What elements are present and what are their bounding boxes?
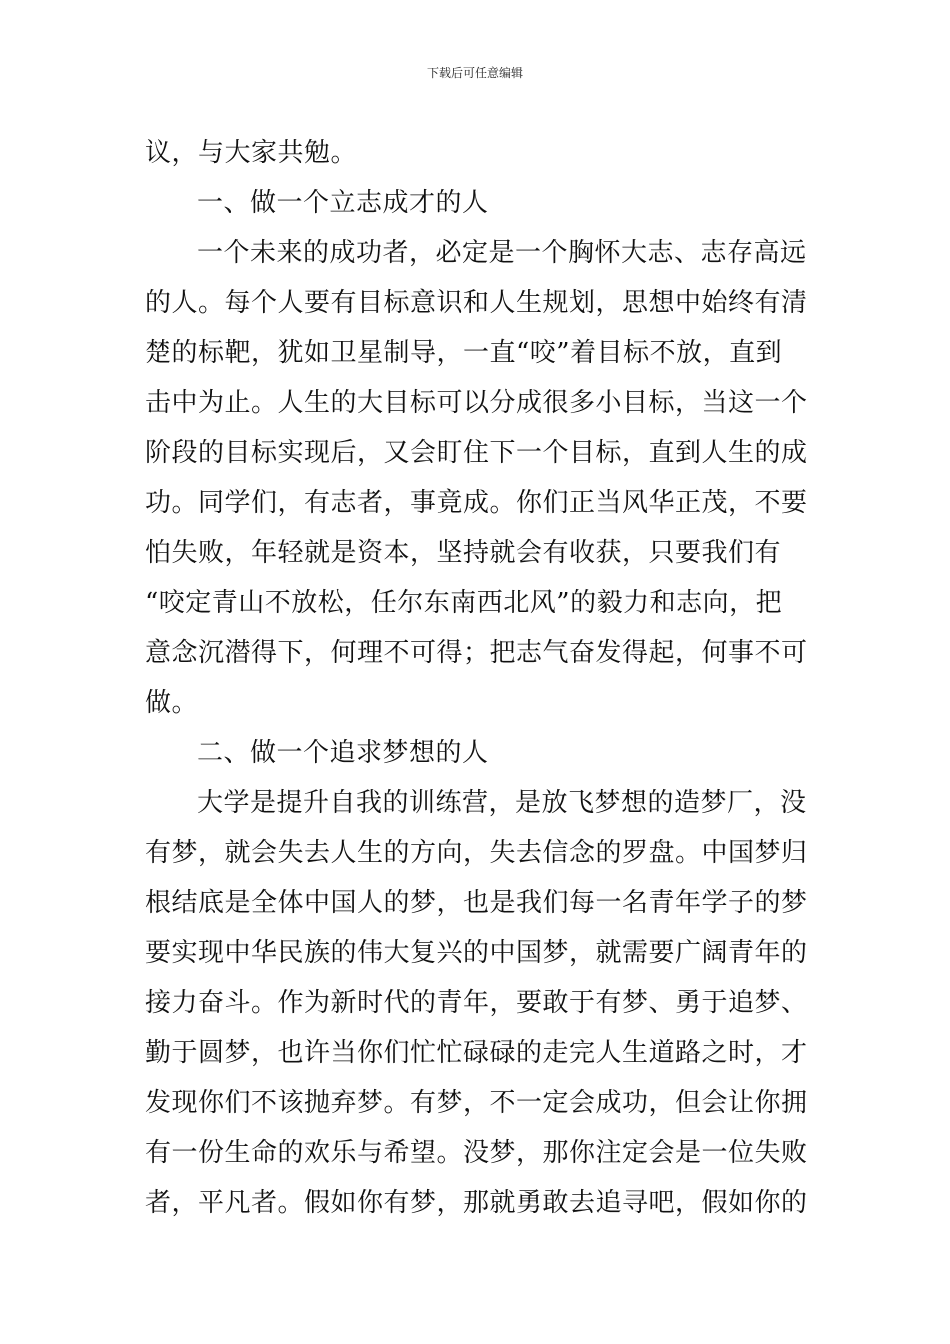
section-heading: 一、做一个立志成才的人 — [197, 188, 489, 218]
paragraph-first-line: 一个未来的成功者，必定是一个胸怀大志、志存高远 — [197, 238, 807, 268]
text-line: “咬定青山不放松，任尔东南西北风”的毅力和志向，把 — [145, 588, 783, 618]
text-line: 议，与大家共勉。 — [145, 138, 358, 168]
text-line: 怕失败，年轻就是资本，坚持就会有收获，只要我们有 — [145, 538, 782, 568]
section-heading: 二、做一个追求梦想的人 — [197, 738, 489, 768]
document-body — [145, 128, 811, 1228]
text-line: 要实现中华民族的伟大复兴的中国梦，就需要广阔青年的 — [145, 938, 808, 968]
text-line: 有梦，就会失去人生的方向，失去信念的罗盘。中国梦归 — [145, 838, 808, 868]
page-header: 下载后可任意编辑 — [426, 66, 523, 80]
text-line: 者，平凡者。假如你有梦，那就勇敢去追寻吧，假如你的 — [145, 1188, 808, 1218]
text-line: 勤于圆梦，也许当你们忙忙碌碌的走完人生道路之时，才 — [145, 1038, 808, 1068]
text-line: 的人。每个人要有目标意识和人生规划，思想中始终有清 — [145, 288, 808, 318]
text-line: 楚的标靶，犹如卫星制导，一直“咬”着目标不放，直到 — [145, 338, 783, 368]
text-line: 根结底是全体中国人的梦，也是我们每一名青年学子的梦 — [145, 888, 808, 918]
text-line: 有一份生命的欢乐与希望。没梦，那你注定会是一位失败 — [145, 1138, 808, 1168]
paragraph-first-line: 大学是提升自我的训练营，是放飞梦想的造梦厂，没 — [197, 788, 807, 818]
text-line: 意念沉潜得下，何理不可得；把志气奋发得起，何事不可 — [145, 638, 808, 668]
text-line: 发现你们不该抛弃梦。有梦，不一定会成功，但会让你拥 — [145, 1088, 808, 1118]
text-line: 击中为止。人生的大目标可以分成很多小目标，当这一个 — [145, 388, 808, 418]
text-line: 接力奋斗。作为新时代的青年，要敢于有梦、勇于追梦、 — [145, 988, 808, 1018]
text-line: 功。同学们，有志者，事竟成。你们正当风华正茂，不要 — [145, 488, 808, 518]
text-line: 做。 — [145, 688, 199, 718]
text-line: 阶段的目标实现后，又会盯住下一个目标，直到人生的成 — [145, 438, 808, 468]
